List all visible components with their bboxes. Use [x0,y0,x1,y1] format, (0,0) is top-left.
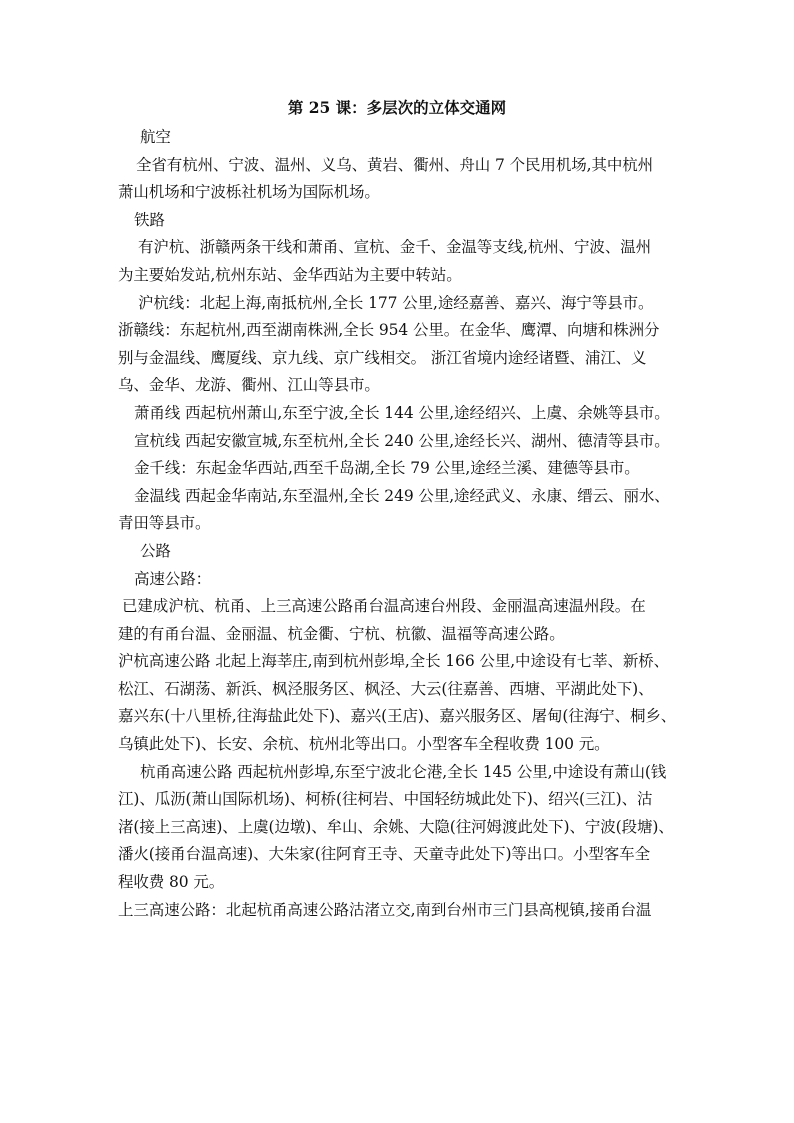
text-line: 乌镇此处下)、长安、余杭、杭州北等出口。小型客车全程收费 100 元。 [118,735,610,754]
text-line: 萧山机场和宁波栎社机场为国际机场。 [118,183,380,202]
text-line: 沪杭高速公路 北起上海莘庄,南到杭州彭埠,全长 166 公里,中途设有七莘、新桥、 [118,652,670,671]
text-line: 程收费 80 元。 [118,873,225,892]
text-line: 为主要始发站,杭州东站、金华西站为主要中转站。 [118,265,462,284]
text-line: 潘火(接甬台温高速)、大朱家(往阿育王寺、天童寺此处下)等出口。小型客车全 [118,845,650,864]
text-line: 全省有杭州、宁波、温州、义乌、黄岩、衢州、舟山 7 个民用机场,其中杭州 [136,155,654,174]
text-line: 青田等县市。 [118,514,211,533]
text-line: 萧甬线 西起杭州萧山,东至宁波,全长 144 公里,途经绍兴、上虞、余姚等县市。 [134,403,670,422]
document-body [118,124,688,924]
text-line: 金温线 西起金华南站,东至温州,全长 249 公里,途经武义、永康、缙云、丽水、 [134,486,670,505]
text-line: 宣杭线 西起安徽宣城,东至杭州,全长 240 公里,途经长兴、湖州、德清等县市。 [134,431,670,450]
text-line: 金千线：东起金华西站,西至千岛湖,全长 79 公里,途经兰溪、建德等县市。 [134,459,640,478]
text-line: 沪杭线：北起上海,南抵杭州,全长 177 公里,途经嘉善、嘉兴、海宁等县市。 [138,293,654,312]
page-title: 第 25 课：多层次的立体交通网 [287,98,507,117]
text-line: 已建成沪杭、杭甬、上三高速公路甬台温高速台州段、金丽温高速温州段。在 [122,597,646,616]
text-line: 建的有甬台温、金丽温、杭金衢、宁杭、杭徽、温福等高速公路。 [118,624,565,643]
text-line: 有沪杭、浙赣两条干线和萧甬、宣杭、金千、金温等支线,杭州、宁波、温州 [138,238,652,257]
text-line: 松江、石湖荡、新浜、枫泾服务区、枫泾、大云(往嘉善、西塘、平湖此处下)、 [118,679,654,698]
text-line: 江)、瓜沥(萧山国际机场)、柯桥(往柯岩、中国轻纺城此处下)、绍兴(三江)、沽 [118,790,653,809]
text-line: 嘉兴东(十八里桥,往海盐此处下)、嘉兴(王店)、嘉兴服务区、屠甸(往海宁、桐乡、 [118,707,677,726]
text-line: 乌、金华、龙游、衢州、江山等县市。 [118,376,380,395]
text-line: 航空 [140,128,171,146]
text-line: 公路 [140,541,171,560]
text-line: 杭甬高速公路 西起杭州彭埠,东至宁波北仑港,全长 145 公里,中途设有萧山(钱 [140,762,667,781]
text-line: 浙赣线：东起杭州,西至湖南株洲,全长 954 公里。在金华、鹰潭、向塘和株洲分 [118,321,660,340]
text-line: 别与金温线、鹰厦线、京九线、京广线相交。 浙江省境内途经诸暨、浦江、义 [118,348,647,367]
text-line: 渚(接上三高速)、上虞(边墩)、牟山、余姚、大隐(往河姆渡此处下)、宁波(段塘)、 [118,817,674,836]
text-line: 上三高速公路：北起杭甬高速公路沽渚立交,南到台州市三门县高枧镇,接甬台温 [118,900,652,919]
text-line: 铁路 [134,210,165,229]
text-line: 高速公路： [134,569,212,588]
